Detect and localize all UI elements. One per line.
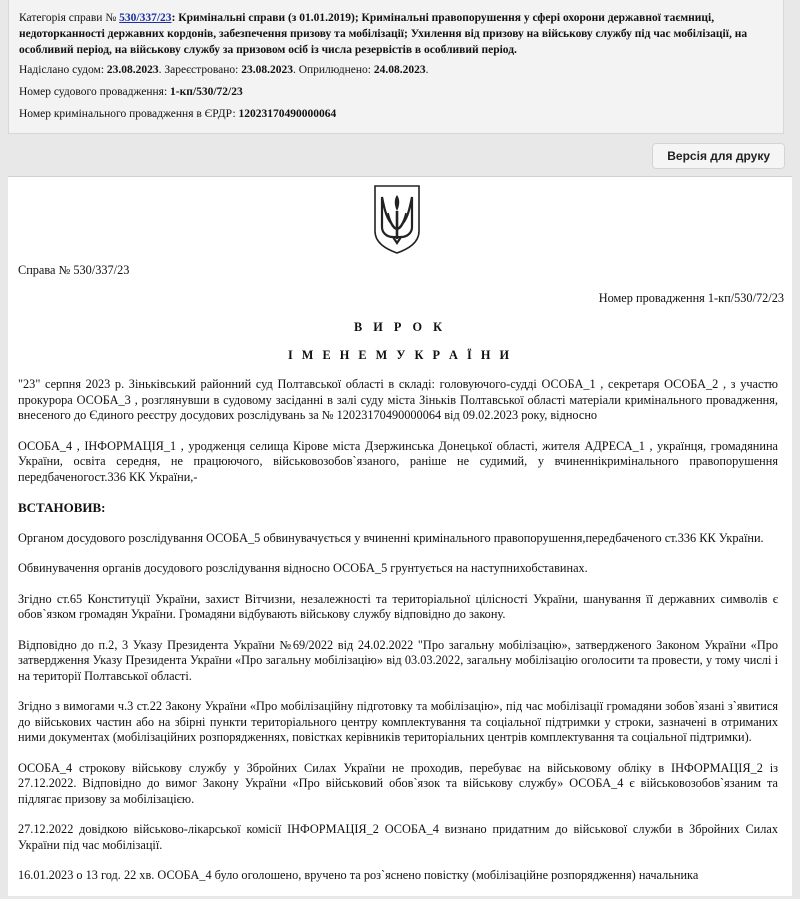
- verdict-subtitle: І М Е Н Е М У К Р А Ї Н И: [287, 348, 513, 362]
- published-date: 24.08.2023: [373, 64, 426, 76]
- print-version-button[interactable]: Версія для друку: [652, 143, 785, 169]
- sent-date: 23.08.2023: [106, 64, 159, 76]
- proceeding-number: Номер провадження 1-кп/530/72/23: [598, 291, 784, 305]
- case-category: [19, 10, 773, 58]
- defendant-paragraph: ОСОБА_4 , ІНФОРМАЦІЯ_1 , уродженця селища Кірове міста Дзержинська Донецької області, жителя АДРЕСА_1 , українця, громадянина України, освіта середня, не працюючого, військовозобов`язаного, раніше не судимий, у вчиненнікримінального правопорушення передбаченогост.336 КК України,-: [18, 438, 778, 484]
- proceeding-line: [19, 84, 773, 100]
- case-number: Справа № 530/337/23: [18, 263, 130, 277]
- category-prefix: Категорія справи №: [19, 12, 120, 24]
- verdict-title: В И Р О К: [353, 320, 447, 334]
- sent-label: Надіслано судом:: [19, 64, 107, 76]
- category-text: : Кримінальні справи (з 01.01.2019); Кримінальні правопорушення у сфері охорони державної таємниці, недоторканності державних кордонів, забезпечення призову та мобілізації; Ухилення від призову на військову службу під час мобілізації, на особливий період, на військову службу за призовом осіб із числа резервістів в особливий період.: [19, 12, 748, 56]
- body-paragraph: Обвинувачення органів досудового розслідування відносно ОСОБА_5 грунтується на наступнихобставинах.: [18, 561, 588, 575]
- verdict-body: [18, 377, 778, 899]
- registered-label: . Зареєстровано:: [158, 64, 242, 76]
- body-paragraph: ОСОБА_4 строкову військову службу у Збройних Силах України не проходив, перебуває на військовому обліку в ІНФОРМАЦІЯ_2 із 27.12.2022. Відповідно до вимог Закону України «Про військовий обов`язок та військову службу» ОСОБА_4 є військовозобов`язаним та підлягає призову за мобілізацією.: [18, 760, 778, 806]
- erdr-line: [19, 106, 773, 122]
- body-paragraph: Згідно ст.65 Конституції України, захист Вітчизни, незалежності та територіальної цілісності України, шанування її державних символів є обов`язком громадян України. Громадяни відбувають військову службу відповідно до закону.: [18, 591, 778, 621]
- intro-paragraph: "23" серпня 2023 р. Зіньківський районний суд Полтавської області в складі: головуючого-судді ОСОБА_1 , секретаря ОСОБА_2 , з участю прокурора ОСОБА_3 , розглянувши в судовому засіданні в залі суду міста Зіньків Полтавської області матеріали кримінального провадження, внесеного до Єдиного реєстру досудових розслідувань за № 12023170490000064 від 09.02.2023 року, відносно: [18, 377, 778, 422]
- erdr-value: 12023170490000064: [238, 108, 337, 120]
- erdr-label: Номер кримінального провадження в ЄРДР:: [19, 108, 239, 120]
- dates-line: [19, 62, 773, 78]
- body-paragraph: Згідно з вимогами ч.3 ст.22 Закону України «Про мобілізаційну підготовку та мобілізацію», під час мобілізації громадяни зобов`язані з`явитися до військових частин або на збірні пункти територіального центру комплектування та соціальної підтримки у строки, зазначені в отриманих ними документах (мобілізаційних розпорядженнях, повістках керівників територіальних центрів комплектування та соціальної підтримки).: [18, 699, 778, 744]
- body-paragraph: Органом досудового розслідування ОСОБА_5 обвинувачується у вчиненні кримінального правопорушення,передбаченого ст.336 КК України.: [18, 530, 764, 545]
- print-toolbar: [0, 140, 800, 170]
- dates-period: .: [425, 64, 429, 76]
- case-number-link[interactable]: 530/337/23: [119, 12, 172, 24]
- registered-date: 23.08.2023: [241, 64, 293, 76]
- proceeding-label: Номер судового провадження:: [19, 86, 171, 98]
- established-heading: ВСТАНОВИВ:: [18, 500, 106, 515]
- body-paragraph: 27.12.2022 довідкою військово-лікарської комісії ІНФОРМАЦІЯ_2 ОСОБА_4 визнано придатним до військової служби в Збройних Силах України під час мобілізації.: [18, 822, 778, 852]
- case-metadata-panel: [8, 0, 784, 134]
- proceeding-value: 1-кп/530/72/23: [170, 86, 243, 98]
- body-paragraph: 16.01.2023 о 13 год. 22 хв. ОСОБА_4 було оголошено, вручено та роз`яснено повістку (мобілізаційне розпорядження) начальника: [18, 868, 699, 882]
- body-paragraph: Відповідно до п.2, 3 Указу Президента України №69/2022 від 24.02.2022 "Про загальну мобілізацію», затвердженого Законом України «Про затвердження Указу Президента України «Про загальну мобілізацію» від 03.03.2022, загальну мобілізацію оголосити та провести, у тому числі і на території Полтавської області.: [18, 637, 778, 683]
- published-label: . Оприлюднено:: [292, 64, 374, 76]
- trident-coat-of-arms-icon: [372, 183, 422, 255]
- verdict-document: [8, 176, 792, 896]
